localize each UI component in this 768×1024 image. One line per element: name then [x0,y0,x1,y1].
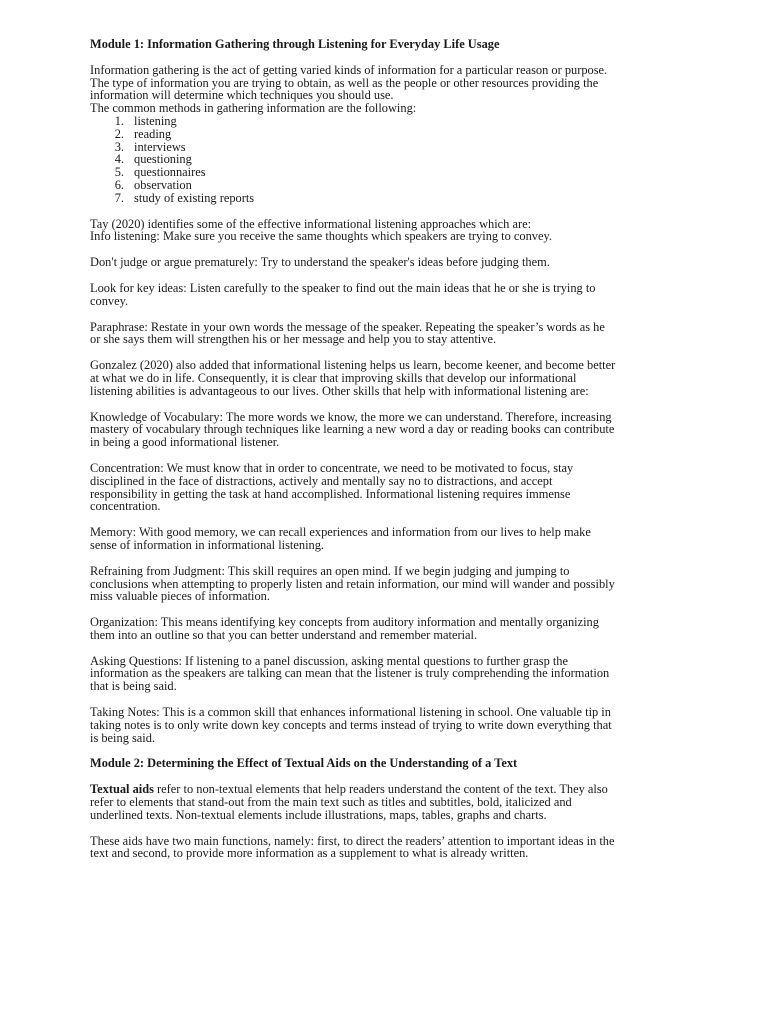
text-line: text and second, to provide more information as a supplement to what is already written. [90,846,529,861]
text-line: information as the speakers are talking can mean that the listener is truly comprehending the information [90,666,610,681]
text-line: The type of information you are trying to obtain, as well as the people or other resources providing the [90,75,599,90]
list-item: 3. interviews [114,139,186,154]
text-line: underlined texts. Non-textual elements include illustrations, maps, tables, graphs and charts. [90,807,547,822]
paragraph-organization [90,616,690,642]
text-line: miss valuable pieces of information. [90,589,270,604]
methods-list [90,115,690,205]
text-line: Paraphrase: Restate in your own words the message of the speaker. Repeating the speaker’s words as he [90,319,605,334]
paragraph-paraphrase [90,321,690,347]
text-line: taking notes is to only write down key concepts and terms instead of trying to write down everything that [90,717,612,732]
module-1-heading: Module 1: Information Gathering through Listening for Everyday Life Usage [90,37,500,51]
paragraph-memory [90,526,690,552]
text-line: at what we do in life. Consequently, it is clear that improving skills that develop our informational [90,370,577,385]
text-line: listening abilities is advantageous to our lives. Other skills that help with informational listening are: [90,383,589,398]
text-line: in being a good informational listener. [90,435,280,450]
text-line: mastery of vocabulary through techniques like learning a new word a day or reading books can contribute [90,422,615,437]
text-line: Concentration: We must know that in order to concentrate, we need to be motivated to focus, stay [90,460,574,475]
text-line: These aids have two main functions, namely: first, to direct the readers’ attention to important ideas in the [90,833,615,848]
text-line: information will determine which techniques you should use. [90,88,394,103]
list-item: 2. reading [114,126,172,141]
text-line: Tay (2020) identifies some of the effective informational listening approaches which are: [90,216,532,231]
text-line: Look for key ideas: Listen carefully to the speaker to find out the main ideas that he or she is trying to [90,280,596,295]
paragraph-tay [90,218,690,244]
text-line: Organization: This means identifying key concepts from auditory information and mentally organizing [90,615,599,630]
paragraph-textual-aids [90,783,690,821]
text-line: them into an outline so that you can better understand and remember material. [90,627,478,642]
text-line: refer to elements that stand-out from the main text such as titles and subtitles, bold, italicized and [90,795,572,810]
text-line: convey. [90,293,129,308]
text-line: The common methods in gathering information are the following: [90,101,417,116]
text-line: conclusions when attempting to properly listen and retain information, our mind will wander and possibly [90,576,615,591]
list-item: 7. study of existing reports [114,190,255,205]
paragraph-aids-functions [90,835,690,861]
text-line: Textual aids refer to non-textual elements that help readers understand the content of the text. They also [90,782,608,797]
text-line: Refraining from Judgment: This skill requires an open mind. If we begin judging and jumping to [90,563,570,578]
text-line: or she says them will strengthen his or her message and help you to stay attentive. [90,332,497,347]
module-2-heading: Module 2: Determining the Effect of Textual Aids on the Understanding of a Text [90,756,518,771]
list-item: 5. questionnaires [114,165,206,180]
text-line: is being said. [90,730,156,745]
paragraph-taking-notes [90,706,690,744]
list-item: 1. listening [114,113,177,128]
paragraph-vocabulary [90,411,690,449]
paragraph-dont-judge [90,256,690,269]
text-line: Gonzalez (2020) also added that informational listening helps us learn, become keener, and become better [90,358,616,373]
text-line: Don't judge or argue prematurely: Try to understand the speaker's ideas before judging them. [90,255,550,270]
document-page [90,38,690,860]
paragraph-key-ideas [90,282,690,308]
term-textual-aids: Textual aids [90,782,154,797]
paragraph-asking-questions [90,655,690,693]
text-line: Information gathering is the act of getting varied kinds of information for a particular reason or purpose. [90,62,608,77]
text-line: concentration. [90,499,161,514]
text-line: Info listening: Make sure you receive the same thoughts which speakers are trying to convey. [90,229,552,244]
text-line: that is being said. [90,679,177,694]
text-line: Asking Questions: If listening to a panel discussion, asking mental questions to further grasp the [90,653,569,668]
text-line: Knowledge of Vocabulary: The more words we know, the more we can understand. Therefore, increasing [90,409,612,424]
list-item: 6. observation [114,177,192,192]
paragraph-concentration [90,462,690,513]
text-line: sense of information in informational listening. [90,537,325,552]
list-item: 4. questioning [114,152,192,167]
paragraph-gonzalez [90,359,690,397]
intro-paragraph [90,64,690,115]
text-line: responsibility in getting the task at hand accomplished. Informational listening requires immense [90,486,571,501]
text-line: Taking Notes: This is a common skill that enhances informational listening in school. One valuable tip in [90,705,611,720]
text-line: disciplined in the face of distractions, actively and mentally say no to distractions, and accept [90,473,553,488]
text-line: Memory: With good memory, we can recall experiences and information from our lives to help make [90,525,591,540]
paragraph-refraining [90,565,690,603]
